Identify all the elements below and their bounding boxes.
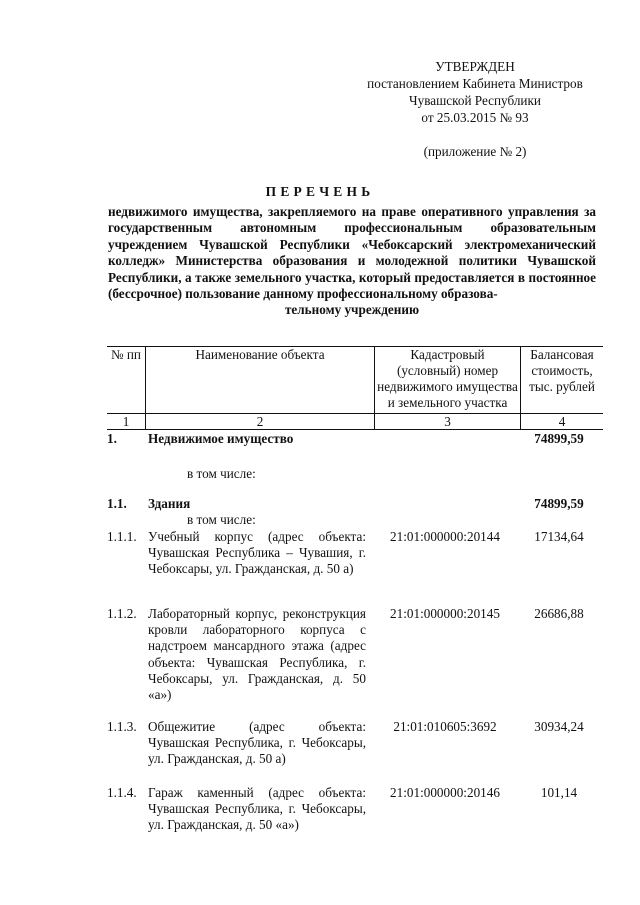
row-number: 1.1.1. xyxy=(107,529,137,544)
row-value: 26686,88 xyxy=(534,606,584,621)
colnum-1: 1 xyxy=(107,414,146,430)
approval-heading: УТВЕРЖДЕН xyxy=(435,59,515,74)
row-name: Лабораторный корпус, реконструкция кровли лабораторного корпуса с надстроем мансардного этажа (адрес объекта: Чувашская Республика, г. Чебоксары, ул. Гражданская, д. 50 «а») xyxy=(148,606,366,703)
row-name: Гараж каменный (адрес объекта: Чувашская Республика, г. Чебоксары, ул. Гражданская, д. 50 «а») xyxy=(148,785,366,833)
approval-line-4: от 25.03.2015 № 93 xyxy=(421,110,529,125)
row-cadastral: 21:01:000000:20144 xyxy=(390,529,500,544)
subtitle-last-line: тельному учреждению xyxy=(284,302,420,318)
row-name: Здания xyxy=(148,496,191,511)
header-value: Балансовая стоимость, тыс. рублей xyxy=(521,347,604,414)
row-value: 74899,59 xyxy=(534,431,584,446)
row-value: 101,14 xyxy=(540,785,578,800)
row-name: Недвижимое имущество xyxy=(148,431,294,446)
row-number: 1. xyxy=(107,431,117,446)
row-cadastral: 21:01:000000:20145 xyxy=(390,606,500,621)
row-cadastral: 21:01:010605:3692 xyxy=(393,719,497,734)
row-value: 17134,64 xyxy=(534,529,584,544)
row-note: в том числе: xyxy=(187,466,256,481)
header-cadastral: Кадастровый (условный) номер недвижимого имущества и земельного участка xyxy=(375,347,521,414)
colnum-2: 2 xyxy=(146,414,375,430)
row-cadastral: 21:01:000000:20146 xyxy=(390,785,500,800)
row-number: 1.1.4. xyxy=(107,785,137,800)
row-value: 74899,59 xyxy=(534,496,584,511)
row-number: 1.1.2. xyxy=(107,606,137,621)
document-title: ПЕРЕЧЕНЬ xyxy=(265,184,375,199)
row-name: Учебный корпус (адрес объекта: Чувашская Республика – Чувашия, г. Чебоксары, ул. Гражданская, д. 50 а) xyxy=(148,529,366,577)
row-name: Общежитие (адрес объекта: Чувашская Республика, г. Чебоксары, ул. Гражданская, д. 50 а) xyxy=(148,719,366,767)
subtitle-main: недвижимого имущества, закрепляемого на праве оперативного управления за государственным автономным профессиональным образовательным учреждением Чувашской Республики «Чебоксарский электромеханический колледж» Министерства образования и молодежной политики Чувашской Республики, а также земельного участка, который предоставляется в постоянное (бессрочное) пользование данному профессиональному образова- xyxy=(108,204,596,302)
approval-line-3: Чувашской Республики xyxy=(409,93,541,108)
colnum-4: 4 xyxy=(521,414,604,430)
approval-line-2: постановлением Кабинета Министров xyxy=(367,76,583,91)
row-number: 1.1.3. xyxy=(107,719,137,734)
colnum-3: 3 xyxy=(375,414,521,430)
row-number: 1.1. xyxy=(107,496,127,511)
row-value: 30934,24 xyxy=(534,719,584,734)
row-note: в том числе: xyxy=(187,512,256,527)
appendix-note: (приложение № 2) xyxy=(423,144,527,159)
header-name: Наименование объекта xyxy=(146,347,375,414)
header-num: № пп xyxy=(107,347,146,414)
